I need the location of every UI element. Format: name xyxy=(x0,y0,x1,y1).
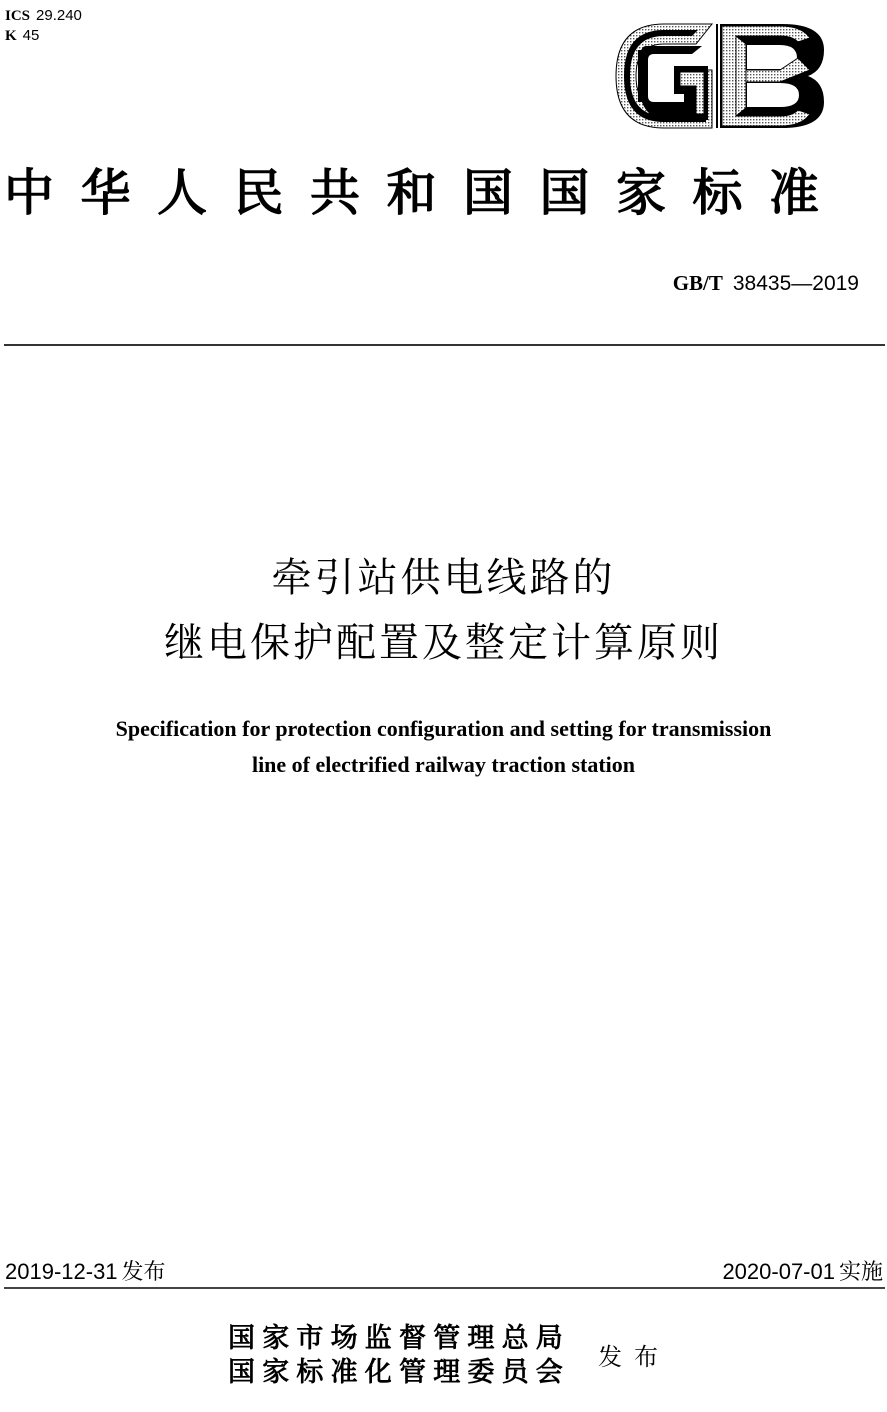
national-standard-title: 中华人民共和国国家标准 xyxy=(4,163,846,222)
issuer-samr: 国家市场监督管理总局 xyxy=(228,1323,570,1354)
ccs-label: K xyxy=(5,28,17,44)
implementation-date xyxy=(722,1258,883,1287)
standard-code: 38435—2019 xyxy=(732,272,859,295)
footer-divider xyxy=(4,1287,885,1289)
english-title-line-1: Specification for protection configuration and setting for transmission xyxy=(115,716,772,741)
ics-label: ICS xyxy=(5,8,31,24)
issue-date-value: 2019-12-31 xyxy=(5,1259,118,1284)
english-title-line-2: line of electrified railway traction station xyxy=(251,752,636,777)
standard-prefix: GB/T xyxy=(672,271,723,295)
ccs-code xyxy=(5,26,82,46)
chinese-title-line-1: 牵引站供电线路的 xyxy=(271,555,616,601)
ics-code xyxy=(5,6,82,26)
chinese-title-line-2: 继电保护配置及整定计算原则 xyxy=(164,620,723,666)
implementation-date-value: 2020-07-01 xyxy=(722,1259,835,1284)
standard-number xyxy=(673,270,859,297)
issue-date-label: 发布 xyxy=(121,1260,166,1285)
ics-value: 29.240 xyxy=(36,7,82,24)
header-divider xyxy=(4,344,885,346)
ccs-value: 45 xyxy=(22,27,40,44)
issue-date xyxy=(5,1258,166,1287)
publish-label: 发布 xyxy=(598,1343,670,1371)
implementation-date-label: 实施 xyxy=(838,1260,883,1285)
gb-logo-icon xyxy=(612,20,828,132)
issuer-sac: 国家标准化管理委员会 xyxy=(228,1357,570,1388)
classification-codes xyxy=(5,6,82,46)
